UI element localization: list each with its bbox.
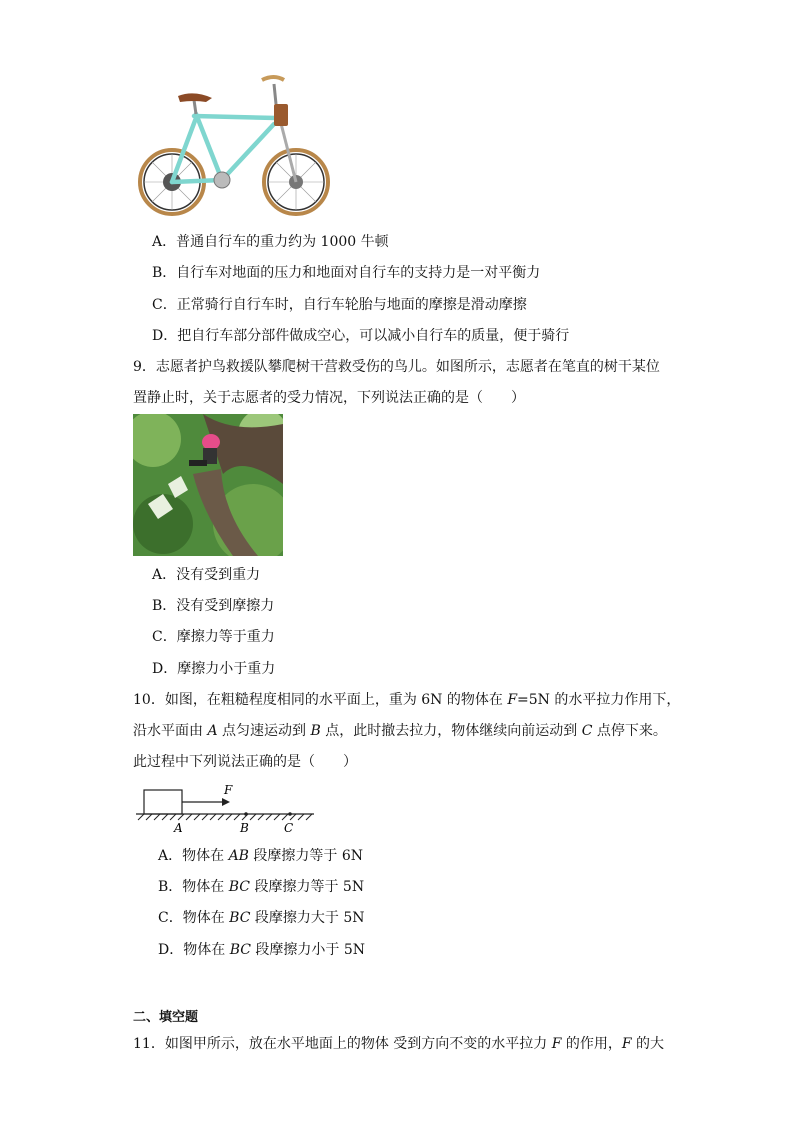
q9-option-b: B．没有受到摩擦力 [152, 598, 275, 614]
q10-option-b [158, 877, 364, 897]
q10-var-b: B [310, 723, 321, 739]
q8-option-c: C．正常骑行自行车时，自行车轮胎与地面的摩擦是滑动摩擦 [152, 297, 527, 313]
q10-text: 沿水平面由 [133, 723, 208, 739]
q11-text: 11．如图甲所示，放在水平地面上的物体 受到方向不变的水平拉力 [133, 1036, 552, 1052]
bicycle-image [134, 70, 334, 218]
block [144, 790, 182, 814]
point-b-label: B [240, 821, 249, 835]
q10-stem-line2 [133, 721, 667, 741]
q8-option-d: D．把自行车部分部件做成空心，可以减小自行车的质量，便于骑行 [152, 328, 570, 344]
option-segment: AB [228, 848, 249, 864]
point-b-dot [244, 812, 248, 816]
q10-var-f: F [507, 692, 518, 708]
q9-option-c: C．摩擦力等于重力 [152, 629, 275, 645]
ground-hatch [138, 814, 312, 820]
q11-var-f: F [551, 1036, 562, 1052]
q10-text: 10．如图，在粗糙程度相同的水平面上，重为 6N 的物体在 [133, 692, 508, 708]
q10-text: =5N 的水平拉力作用下， [517, 692, 681, 708]
q10-text: 点停下来。 [592, 723, 667, 739]
q10-stem-line1 [133, 690, 680, 710]
q11-text: 的大 [631, 1036, 665, 1052]
q10-option-a [158, 846, 363, 866]
q9-stem-line1: 9．志愿者护鸟救援队攀爬树干营救受伤的鸟儿。如图所示，志愿者在笔直的树干某位 [133, 359, 660, 375]
q9-option-d: D．摩擦力小于重力 [152, 661, 276, 677]
q9-option-a: A．没有受到重力 [152, 567, 261, 583]
option-segment: BC [228, 879, 251, 895]
q10-option-c [158, 908, 365, 928]
option-text: 段摩擦力大于 5N [250, 910, 365, 926]
option-segment: BC [229, 910, 251, 926]
q10-stem-line3: 此过程中下列说法正确的是（ ） [133, 754, 357, 770]
q8-option-a: A．普通自行车的重力约为 1000 牛顿 [152, 234, 389, 250]
q11-var-f: F [621, 1036, 632, 1052]
point-c-dot [288, 812, 292, 816]
point-a-label: A [174, 821, 183, 835]
q11-text: 的作用， [561, 1036, 622, 1052]
q10-text: 点，此时撤去拉力，物体继续向前运动到 [320, 723, 582, 739]
q10-var-c: C [581, 723, 593, 739]
option-text: C．物体在 [158, 910, 230, 926]
q10-text: 点匀速运动到 [217, 723, 311, 739]
tree-climber-photo [133, 414, 283, 556]
option-text: 段摩擦力等于 6N [248, 848, 364, 864]
option-text: 段摩擦力小于 5N [250, 942, 366, 958]
option-text: 段摩擦力等于 5N [250, 879, 365, 895]
option-text: A．物体在 [158, 848, 229, 864]
q9-stem-line2: 置静止时，关于志愿者的受力情况，下列说法正确的是（ ） [133, 390, 525, 406]
q11-stem-line1 [133, 1034, 664, 1054]
option-text: D．物体在 [158, 942, 230, 958]
option-text: B．物体在 [158, 879, 229, 895]
q10-var-a: A [207, 723, 218, 739]
section-title-fill-blank: 二、填空题 [133, 1010, 199, 1025]
q10-option-d [158, 940, 365, 960]
option-segment: BC [229, 942, 251, 958]
q8-option-b: B．自行车对地面的压力和地面对自行车的支持力是一对平衡力 [152, 265, 541, 281]
q10-force-diagram [132, 780, 322, 836]
point-c-label: C [284, 821, 294, 835]
arrow-head [222, 798, 230, 806]
force-label: F [224, 783, 233, 797]
